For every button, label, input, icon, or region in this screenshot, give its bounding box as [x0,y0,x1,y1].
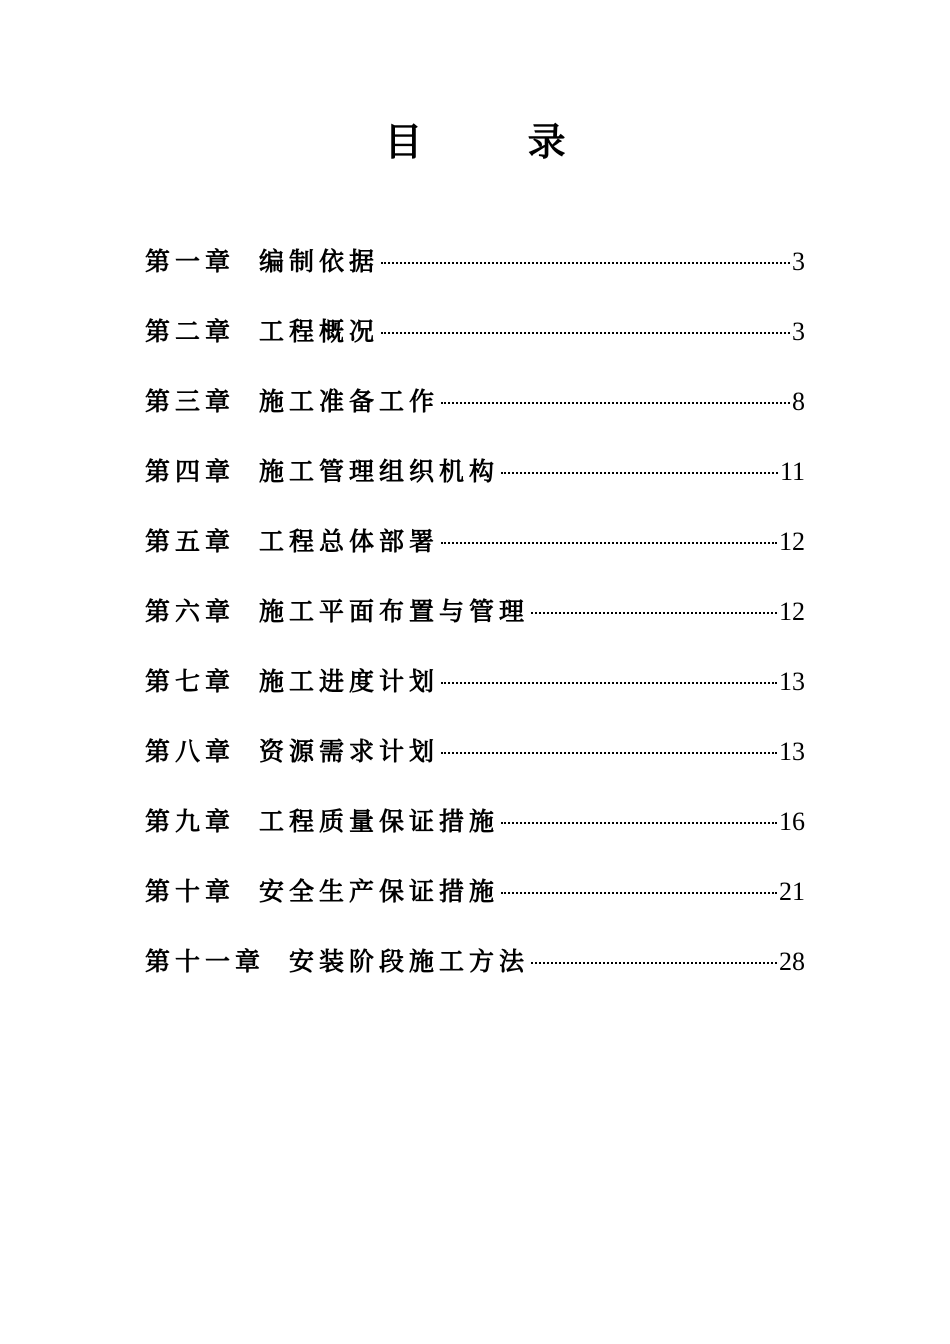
toc-chapter-number: 第五章 [145,527,236,556]
toc-chapter-number: 第三章 [145,387,236,416]
toc-list [145,242,805,1012]
toc-dot-leader [441,752,777,754]
toc-entry[interactable] [145,872,805,942]
toc-chapter-number: 第九章 [145,807,236,836]
toc-entry[interactable] [145,592,805,662]
toc-dot-leader [381,262,790,264]
toc-dot-leader [531,962,777,964]
toc-entry[interactable] [145,942,805,1012]
toc-title: 目 录 [384,119,612,164]
toc-entry[interactable] [145,312,805,382]
toc-page-number: 16 [779,807,805,836]
toc-chapter-heading: 工程概况 [259,317,380,346]
toc-dot-leader [381,332,790,334]
toc-chapter-number: 第六章 [145,597,236,626]
toc-page-number: 12 [779,597,805,626]
toc-chapter-heading: 施工准备工作 [259,387,440,416]
toc-dot-leader [441,402,790,404]
toc-entry[interactable] [145,452,805,522]
toc-dot-leader [441,542,777,544]
toc-chapter-heading: 安装阶段施工方法 [289,947,530,976]
toc-page-number: 13 [779,667,805,696]
toc-chapter-heading: 安全生产保证措施 [259,877,500,906]
toc-entry[interactable] [145,732,805,802]
toc-dot-leader [441,682,777,684]
toc-chapter-heading: 施工管理组织机构 [259,457,500,486]
toc-chapter-heading: 施工进度计划 [259,667,440,696]
toc-entry[interactable] [145,662,805,732]
toc-chapter-heading: 工程总体部署 [259,527,440,556]
toc-entry[interactable] [145,802,805,872]
toc-chapter-number: 第八章 [145,737,236,766]
toc-dot-leader [501,892,777,894]
toc-chapter-heading: 工程质量保证措施 [259,807,500,836]
toc-page-number: 8 [792,387,805,416]
toc-page-number: 13 [779,737,805,766]
toc-dot-leader [531,612,777,614]
toc-chapter-heading: 资源需求计划 [259,737,440,766]
toc-page-number: 12 [779,527,805,556]
toc-chapter-number: 第四章 [145,457,236,486]
toc-page-number: 11 [779,457,805,486]
toc-chapter-heading: 编制依据 [259,247,380,276]
toc-chapter-number: 第二章 [145,317,236,346]
toc-page-number: 28 [779,947,805,976]
toc-entry[interactable] [145,242,805,312]
toc-chapter-number: 第十章 [145,877,236,906]
toc-chapter-number: 第七章 [145,667,236,696]
toc-page-number: 3 [792,247,805,276]
toc-chapter-number: 第十一章 [145,947,266,976]
toc-dot-leader [501,472,778,474]
toc-entry[interactable] [145,382,805,452]
toc-entry[interactable] [145,522,805,592]
toc-chapter-number: 第一章 [145,247,236,276]
toc-chapter-heading: 施工平面布置与管理 [259,597,530,626]
toc-page-number: 21 [779,877,805,906]
toc-dot-leader [501,822,777,824]
toc-page-number: 3 [792,317,805,346]
